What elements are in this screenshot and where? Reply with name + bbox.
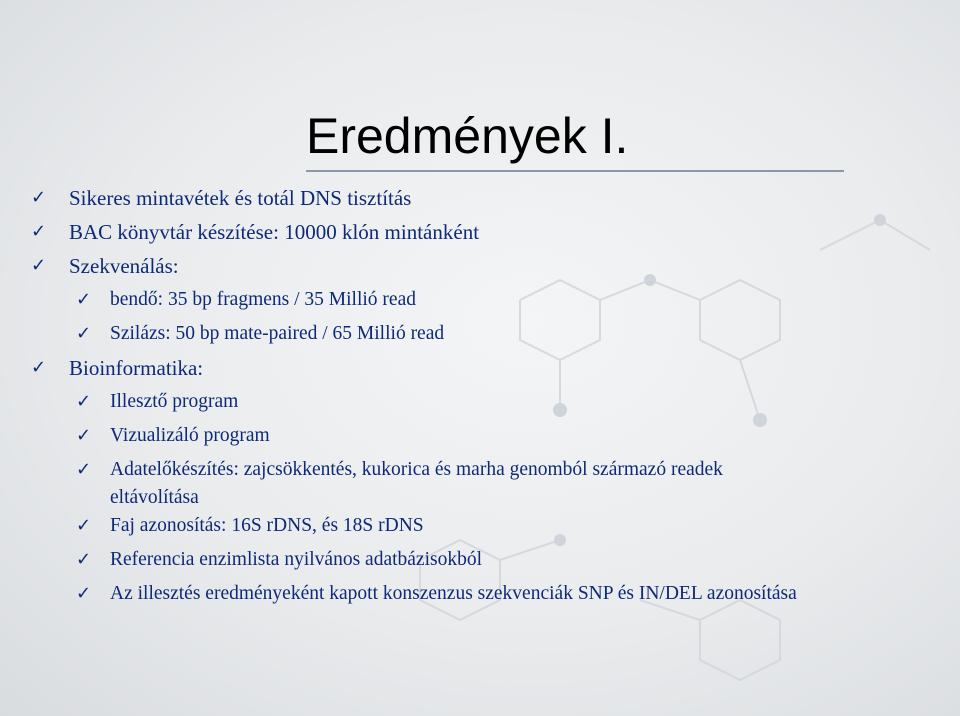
checkmark-icon: ✓ [31, 187, 47, 208]
checkmark-icon: ✓ [31, 255, 47, 276]
bullet-text-continuation: eltávolítása [110, 487, 199, 508]
bullet-text: Az illesztés eredményeként kapott konszenzus szekvenciák SNP és IN/DEL azonosítása [110, 583, 797, 604]
bullet-item [76, 580, 797, 608]
checkmark-icon: ✓ [76, 391, 92, 412]
bullet-text: Sikeres mintavétek és totál DNS tisztítás [69, 186, 412, 210]
checkmark-icon: ✓ [76, 549, 92, 570]
bullet-item [76, 456, 723, 484]
bullet-text: Vizualizáló program [110, 425, 270, 446]
checkmark-icon: ✓ [76, 323, 92, 344]
bullet-text: BAC könyvtár készítése: 10000 klón mintánként [69, 220, 480, 244]
checkmark-icon: ✓ [76, 515, 92, 536]
bullet-item [31, 184, 412, 212]
bullet-item [76, 512, 424, 540]
bullet-text: Referencia enzimlista nyilvános adatbázisokból [110, 549, 482, 570]
bullet-text: bendő: 35 bp fragmens / 35 Millió read [110, 289, 416, 310]
checkmark-icon: ✓ [31, 357, 47, 378]
bullet-item [31, 252, 179, 280]
bullet-text: Illesztő program [110, 391, 239, 412]
bullet-item [76, 286, 416, 314]
checkmark-icon: ✓ [76, 459, 92, 480]
checkmark-icon: ✓ [76, 289, 92, 310]
bullet-item [76, 388, 239, 416]
bullet-text: Bioinformatika: [69, 356, 204, 380]
checkmark-icon: ✓ [76, 583, 92, 604]
bullet-item [31, 354, 204, 382]
slide-title: Eredmények I. [306, 108, 629, 164]
bullet-text: Szekvenálás: [69, 254, 179, 278]
title-underline [306, 170, 844, 172]
bullet-item [76, 546, 482, 574]
bullet-text: Szilázs: 50 bp mate-paired / 65 Millió read [110, 323, 445, 344]
bullet-item [31, 218, 480, 246]
bullet-item [76, 320, 445, 348]
checkmark-icon: ✓ [76, 425, 92, 446]
checkmark-icon: ✓ [31, 221, 47, 242]
bullet-item [76, 422, 270, 450]
bullet-text: Faj azonosítás: 16S rDNS, és 18S rDNS [110, 515, 424, 536]
bullet-text: Adatelőkészítés: zajcsökkentés, kukorica és marha genomból származó readek [110, 459, 723, 480]
